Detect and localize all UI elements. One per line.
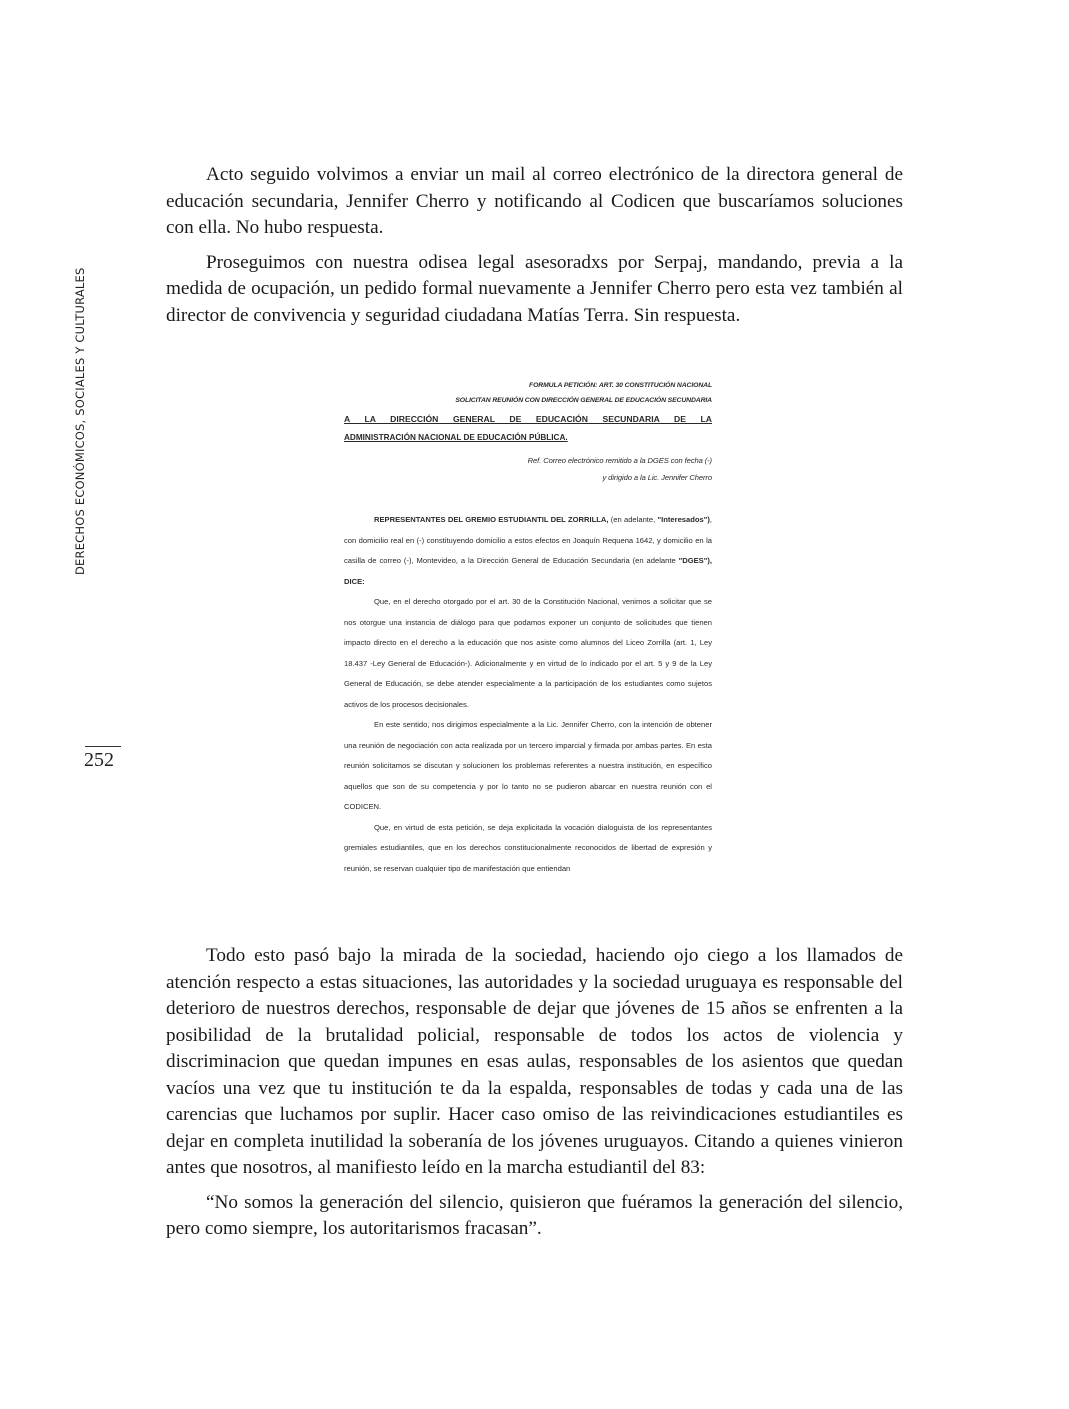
page-number-rule: [85, 746, 121, 747]
running-header: DERECHOS ECONÓMICOS, SOCIALES Y CULTURALES: [73, 267, 87, 575]
scan-reference: Ref. Correo electrónico remitido a la DGES con fecha (-): [527, 456, 712, 465]
paragraph: Acto seguido volvimos a enviar un mail al correo electrónico de la directora general de educación secundaria, Jennifer Cherro y notificando al Codicen que buscaríamos soluciones con ella. No hubo respuesta.: [166, 164, 903, 238]
scan-bold-text: "DGES"), DICE:: [344, 556, 712, 586]
scan-paragraph: Que, en el derecho otorgado por el art. 30 de la Constitución Nacional, venimos a solicitar que se nos otorgue una instancia de diálogo para que podamos exponer un conjunto de solicitudes que tienen impacto directo en el derecho a la educación que nos asiste como alumnos del Liceo Zorrilla (art. 1, Ley 18.437 -Ley General de Educación-). Adicionalmente y en virtud de lo indicado por el art. 5 y 9 de la Ley General de Educación, se debe atender especialmente a la participación de los estudiantes como sujetos activos de los procesos decisionales.: [344, 597, 712, 709]
scan-header-line: SOLICITAN REUNIÓN CON DIRECCIÓN GENERAL DE EDUCACIÓN SECUNDARIA: [455, 397, 712, 404]
paragraph: Proseguimos con nuestra odisea legal asesoradxs por Serpaj, mandando, previa a la medida de ocupación, un pedido formal nuevamente a Jennifer Cherro pero esta vez también al director de convivencia y seguridad ciudadana Matías Terra. Sin respuesta.: [166, 251, 903, 326]
scanned-petition-document: [344, 380, 712, 906]
page-number: 252: [84, 749, 114, 771]
scan-title: A LA DIRECCIÓN GENERAL DE EDUCACIÓN SECUNDARIA DE LA: [344, 414, 712, 424]
scan-title: ADMINISTRACIÓN NACIONAL DE EDUCACIÓN PÚBLICA.: [344, 433, 568, 442]
paragraph: Todo esto pasó bajo la mirada de la sociedad, haciendo ojo ciego a los llamados de atención respecto a estas situaciones, las autoridades y la sociedad uruguaya es responsable del deterioro de nuestros derechos, responsable de dejar que jóvenes de 15 años se enfrenten a la posibilidad de la brutalidad policial, responsable de todos los actos de violencia y discriminacion que quedan impunes en esas aulas, responsables de los asientos que quedan vacíos una vez que tu institución te da la espalda, responsables de todas y cada una de las carencias que luchamos por suplir. Hacer caso omiso de las reivindicaciones estudiantiles es dejar en completa inutilidad la soberanía de los jóvenes uruguayos. Citando a quienes vinieron antes que nosotros, al manifiesto leído en la marcha estudiantil del 83:: [166, 945, 903, 1178]
body-text-bottom: [166, 943, 903, 1251]
scan-paragraph: Que, en virtud de esta petición, se deja explicitada la vocación dialoguista de los representantes gremiales estudiantiles, que en los derechos constitucionalmente reconocidos de libertad de expresión y reunión, se reservan cualquier tipo de manifestación que entiendan: [344, 822, 712, 873]
body-text-top: [166, 162, 903, 337]
scan-header-line: FORMULA PETICIÓN: ART. 30 CONSTITUCIÓN NACIONAL: [529, 382, 712, 389]
scan-paragraph: En este sentido, nos dirigimos especialmente a la Lic. Jennifer Cherro, con la intención de obtener una reunión de negociación con acta realizada por un tercero imparcial y firmada por ambas partes. En esta reunión solicitamos se discutan y solucionen los problemas referentes a nuestra institución, en específico aquellos que son de su competencia y por lo tanto no se pudieron abarcar en nuestra reunión con el CODICEN.: [344, 720, 712, 811]
scan-text: (en adelante,: [608, 515, 658, 524]
scan-reference: y dirigido a la Lic. Jennifer Cherro: [602, 473, 712, 482]
scan-bold-text: "Interesados"): [657, 515, 710, 524]
paragraph: “No somos la generación del silencio, quisieron que fuéramos la generación del silencio, pero como siempre, los autoritarismos fracasan”.: [166, 1191, 903, 1239]
scan-bold-text: REPRESENTANTES DEL GREMIO ESTUDIANTIL DEL ZORRILLA,: [374, 515, 609, 524]
scan-text: , con domicilio real en (-) constituyendo domicilio a estos efectos en Joaquín Requena 1642, y domicilio en la casilla de correo (-), Montevideo, a la Dirección General de Educación Secundaria (en adelante: [344, 515, 712, 565]
scan-paragraph: [344, 510, 712, 592]
scan-body: [344, 510, 712, 879]
